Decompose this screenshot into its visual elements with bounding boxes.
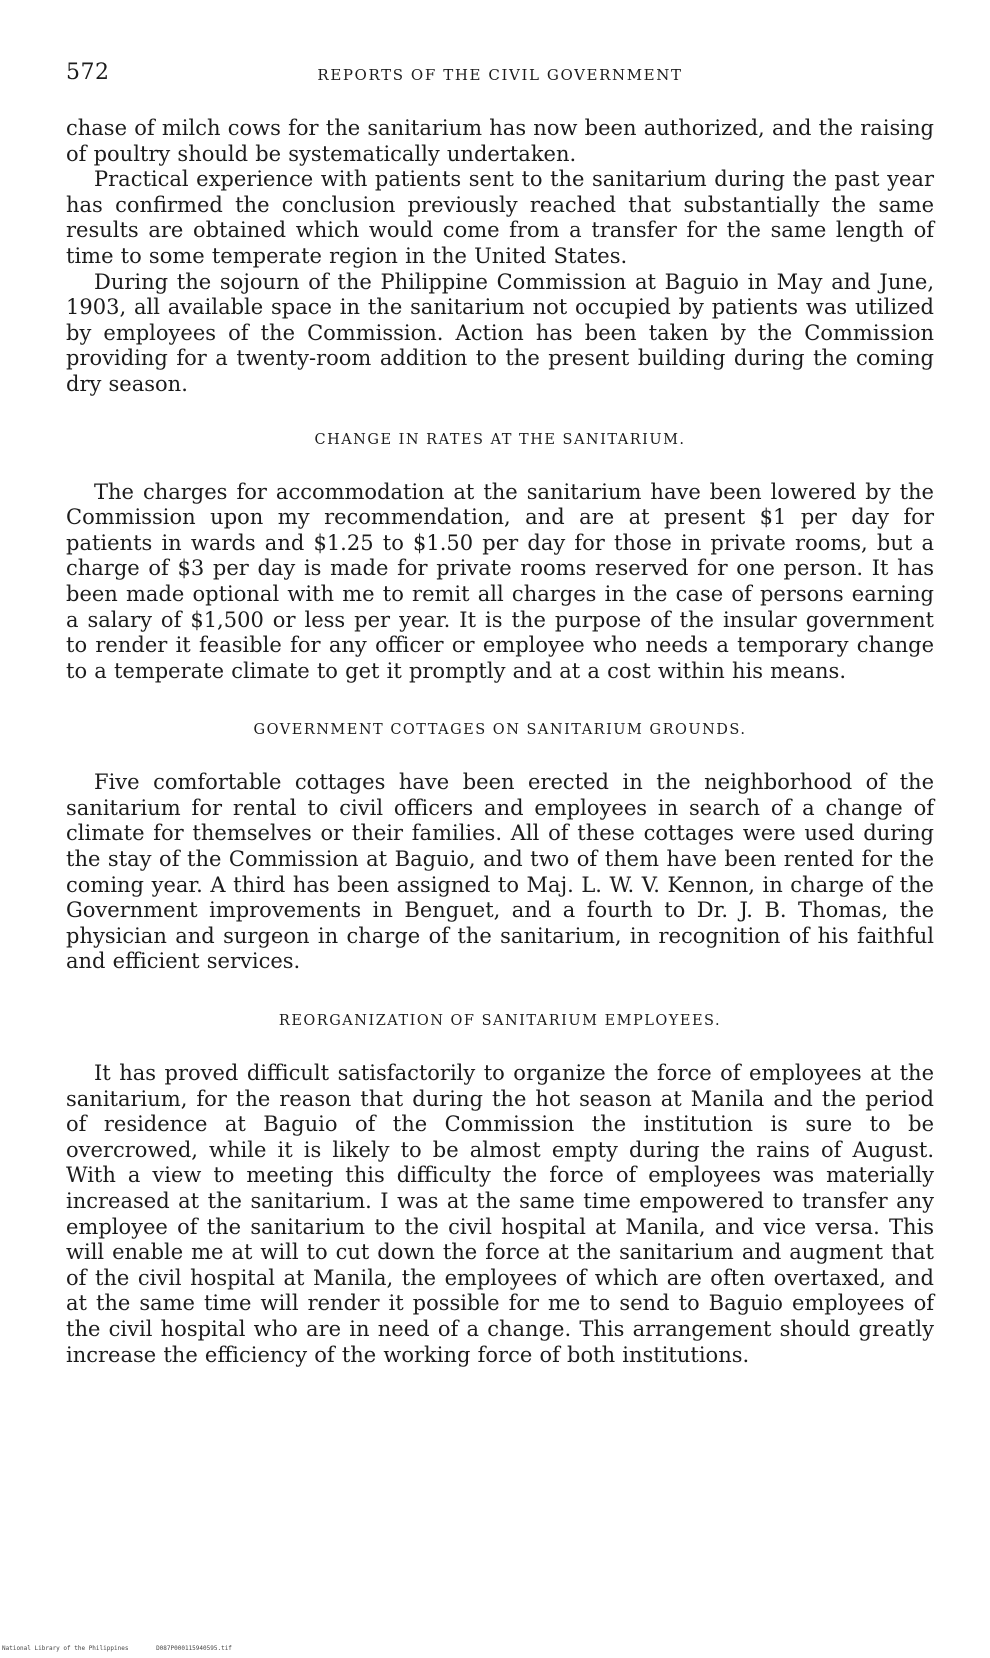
document-page	[66, 60, 934, 1368]
footer-file-id: D087P000115940595.tif	[156, 1645, 232, 1652]
section-heading-rates: CHANGE IN RATES AT THE SANITARIUM.	[314, 431, 686, 448]
paragraph: During the sojourn of the Philippine Commission at Baguio in May and June, 1903, all available space in the sanitarium not occupied by patients was utilized by employees of the Commission. Action has been taken by the Commission providing for a twenty-room addition to the present building during the coming dry season.	[66, 269, 934, 396]
page-number: 572	[66, 60, 110, 85]
scan-footer	[2, 1645, 232, 1652]
section-heading-reorganization: REORGANIZATION OF SANITARIUM EMPLOYEES.	[278, 1013, 722, 1030]
paragraph: Practical experience with patients sent to the sanitarium during the past year has confirmed the conclusion previously reached that substantially the same results are obtained which would come from a transfer for the same length of time to some temperate region in the United States.	[66, 167, 934, 268]
paragraph-rates: The charges for accommodation at the sanitarium have been lowered by the Commission upon my recommendation, and are at present $1 per day for patients in wards and $1.25 to $1.50 per day for those in private rooms, but a charge of $3 per day is made for private rooms reserved for one person. It has been made optional with me to remit all charges in the case of persons earning a salary of $1,500 or less per year. It is the purpose of the insular government to render it feasible for any officer or employee who needs a temporary change to a temperate climate to get it promptly and at a cost within his means.	[66, 479, 934, 683]
paragraph-continued: chase of milch cows for the sanitarium has now been authorized, and the raising of poultry should be systematically undertaken.	[66, 116, 934, 166]
paragraph-cottages: Five comfortable cottages have been erected in the neighborhood of the sanitarium for rental to civil officers and employees in search of a change of climate for themselves or their families. All of these cottages were used during the stay of the Commission at Baguio, and two of them have been rented for the coming year. A third has been assigned to Maj. L. W. V. Kennon, in charge of the Government improvements in Benguet, and a fourth to Dr. J. B. Thomas, the physician and surgeon in charge of the sanitarium, in recognition of his faithful and efficient services.	[66, 770, 934, 974]
running-title: REPORTS OF THE CIVIL GOVERNMENT	[317, 66, 683, 84]
section-heading-cottages: GOVERNMENT COTTAGES ON SANITARIUM GROUNDS.	[253, 722, 747, 739]
footer-library: National Library of the Philippines	[2, 1645, 129, 1652]
paragraph-reorganization: It has proved difficult satisfactorily to organize the force of employees at the sanitarium, for the reason that during the hot season at Manila and the period of residence at Baguio of the Commission the institution is sure to be overcrowed, while it is likely to be almost empty during the rains of August. With a view to meeting this difficulty the force of employees was materially increased at the sanitarium. I was at the same time empowered to transfer any employee of the sanitarium to the civil hospital at Manila, and vice versa. This will enable me at will to cut down the force at the sanitarium and augment that of the civil hospital at Manila, the employees of which are often overtaxed, and at the same time will render it possible for me to send to Baguio employees of the civil hospital who are in need of a change. This arrangement should greatly increase the efficiency of the working force of both institutions.	[66, 1061, 934, 1367]
running-head	[66, 60, 934, 90]
